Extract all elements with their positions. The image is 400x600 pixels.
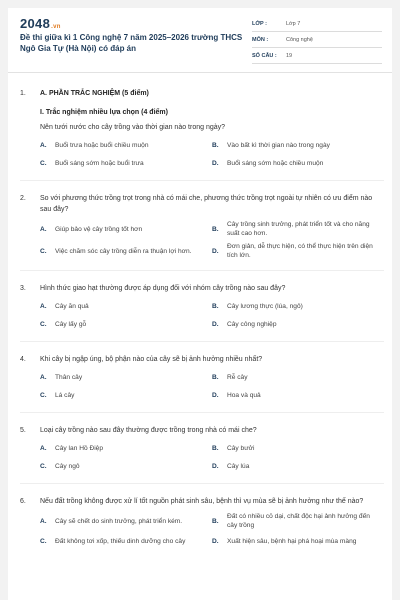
option-text: Cây trồng sinh trưởng, phát triển tốt và cho năng suất cao hơn. (227, 221, 370, 237)
option-letter: A. (40, 225, 47, 233)
question-text: Khi cây bị ngập úng, bộ phận nào của cây sẽ bị ảnh hưởng nhiều nhất? (40, 356, 263, 363)
answer-options (40, 220, 384, 260)
question (20, 354, 384, 413)
section-title: A. PHẦN TRẮC NGHIỆM (5 điểm) (40, 90, 149, 97)
document-title: Đề thi giữa kì 1 Công nghệ 7 năm 2025–2026 trường THCS Ngô Gia Tự (Hà Nội) có đáp án (20, 33, 243, 53)
option-letter: C. (40, 320, 47, 328)
meta-row-subject (252, 32, 382, 48)
option-text: Cây bưởi (227, 444, 255, 452)
answer-options (40, 370, 384, 402)
option-text: Cây ngô (55, 462, 80, 470)
meta-value: Công nghệ (286, 36, 313, 43)
option-letter: D. (212, 320, 219, 328)
option-text: Vào bất kì thời gian nào trong ngày (227, 141, 330, 149)
question-row (20, 283, 384, 294)
option-letter: B. (212, 302, 219, 310)
question-text: Hình thức giao hạt thường được áp dụng đối với nhóm cây trồng nào sau đây? (40, 285, 286, 292)
answer-options (40, 138, 384, 170)
option-text: Cây lấy gỗ (55, 320, 87, 328)
option-c[interactable] (40, 156, 212, 170)
option-b[interactable] (212, 370, 384, 384)
option-letter: A. (40, 373, 47, 381)
option-a[interactable] (40, 441, 212, 455)
option-d[interactable] (212, 242, 384, 260)
option-text: Hoa và quả (227, 391, 261, 399)
option-letter: A. (40, 302, 47, 310)
site-logo[interactable] (20, 16, 61, 31)
option-d[interactable] (212, 534, 384, 548)
option-text: Lá cây (55, 391, 75, 399)
header-divider (8, 72, 392, 73)
section-heading (20, 88, 384, 99)
exam-sheet (8, 8, 392, 600)
option-b[interactable] (212, 299, 384, 313)
option-a[interactable] (40, 138, 212, 152)
header (8, 8, 392, 70)
question-number: 6. (20, 498, 26, 505)
meta-key: SỐ CÂU : (252, 52, 277, 59)
question (20, 425, 384, 484)
meta-table (252, 16, 382, 64)
question-row (20, 193, 384, 215)
question-row (20, 496, 384, 507)
question-number (20, 122, 40, 133)
question-number: 2. (20, 195, 26, 202)
option-letter: C. (40, 537, 47, 545)
option-text: Cây ăn quả (55, 302, 89, 310)
question-divider (20, 180, 384, 181)
option-c[interactable] (40, 459, 212, 473)
option-text: Cây lan Hồ Điệp (55, 444, 104, 452)
option-b[interactable] (212, 138, 384, 152)
question-divider (20, 270, 384, 271)
option-text: Cây công nghiệp (227, 320, 277, 328)
meta-row-count (252, 48, 382, 64)
option-text: Thân cây (55, 373, 83, 381)
option-b[interactable] (212, 220, 384, 238)
option-a[interactable] (40, 370, 212, 384)
option-b[interactable] (212, 512, 384, 530)
answer-options (40, 441, 384, 473)
option-d[interactable] (212, 459, 384, 473)
answer-options (40, 512, 384, 548)
question-list (20, 88, 384, 548)
option-letter: C. (40, 462, 47, 470)
option-letter: D. (212, 391, 219, 399)
question-number: 3. (20, 285, 26, 292)
option-letter: D. (212, 247, 219, 255)
option-text: Cây lúa (227, 462, 250, 470)
option-letter: B. (212, 225, 219, 233)
option-text: Cây lương thực (lúa, ngô) (227, 302, 303, 310)
option-letter: D. (212, 159, 219, 167)
question (20, 496, 384, 548)
meta-key: LỚP : (252, 20, 267, 27)
question-text: Nên tưới nước cho cây trồng vào thời gian nào trong ngày? (40, 124, 226, 131)
subsection-title: I. Trắc nghiệm nhiều lựa chọn (4 điểm) (40, 109, 168, 116)
meta-key: MÔN : (252, 36, 269, 43)
option-text: Buổi sáng sớm hoặc buổi trưa (55, 159, 144, 167)
option-letter: B. (212, 141, 219, 149)
answer-options (40, 299, 384, 331)
option-c[interactable] (40, 388, 212, 402)
option-letter: C. (40, 159, 47, 167)
option-letter: C. (40, 391, 47, 399)
question-divider (20, 341, 384, 342)
option-letter: B. (212, 373, 219, 381)
option-letter: D. (212, 462, 219, 470)
option-text: Đất không tơi xốp, thiếu dinh dưỡng cho cây (55, 537, 186, 545)
meta-value: 19 (286, 52, 293, 59)
question-number: 4. (20, 356, 26, 363)
option-text: Rễ cây (227, 373, 248, 381)
question-text: Loại cây trồng nào sau đây thường được trồng trong nhà có mái che? (40, 427, 257, 434)
logo-main: 2048 (20, 16, 51, 31)
question-number: 5. (20, 427, 26, 434)
option-text: Đơn giản, dễ thực hiện, có thể thực hiện trên diện tích lớn. (227, 243, 373, 259)
question-row (20, 354, 384, 365)
question-text: So với phương thức trồng trọt trong nhà có mái che, phương thức trồng trọt ngoài tự nhiên có ưu điểm nào sau đây? (40, 195, 373, 213)
option-text: Việc chăm sóc cây trồng diễn ra thuận lợi hơn. (55, 247, 192, 255)
option-text: Buổi sáng sớm hoặc chiều muộn (227, 159, 324, 167)
option-text: Buổi trưa hoặc buổi chiều muộn (55, 141, 149, 149)
option-letter: B. (212, 517, 219, 525)
question (20, 283, 384, 342)
option-a[interactable] (40, 299, 212, 313)
option-b[interactable] (212, 441, 384, 455)
option-letter: A. (40, 444, 47, 452)
option-d[interactable] (212, 388, 384, 402)
question (20, 193, 384, 271)
option-d[interactable] (212, 317, 384, 331)
option-c[interactable] (40, 317, 212, 331)
option-text: Xuất hiện sâu, bệnh hại phá hoại mùa màng (227, 537, 357, 545)
question-row (20, 122, 384, 133)
option-letter: C. (40, 247, 47, 255)
question-text: Nếu đất trồng không được xử lí tốt nguồn phát sinh sâu, bệnh thì vụ mùa sẽ bị ảnh hưởng như thế nào? (40, 498, 364, 505)
logo-suffix: .vn (51, 24, 61, 30)
question (20, 122, 384, 181)
question-divider (20, 483, 384, 484)
question-row (20, 425, 384, 436)
option-letter: A. (40, 141, 47, 149)
option-c[interactable] (40, 242, 212, 260)
option-text: Cây sẽ chết do sinh trưởng, phát triển kém. (55, 517, 183, 525)
question-divider (20, 412, 384, 413)
meta-row-grade (252, 16, 382, 32)
meta-value: Lớp 7 (286, 20, 301, 27)
option-a[interactable] (40, 512, 212, 530)
option-letter: B. (212, 444, 219, 452)
option-d[interactable] (212, 156, 384, 170)
option-text: Đất có nhiều cỏ dại, chất độc hại ảnh hưởng đến cây trồng (227, 513, 370, 529)
option-text: Giúp bảo vệ cây trồng tốt hơn (55, 225, 143, 233)
option-letter: D. (212, 537, 219, 545)
section-number: 1. (20, 90, 26, 97)
option-a[interactable] (40, 220, 212, 238)
option-letter: A. (40, 517, 47, 525)
option-c[interactable] (40, 534, 212, 548)
